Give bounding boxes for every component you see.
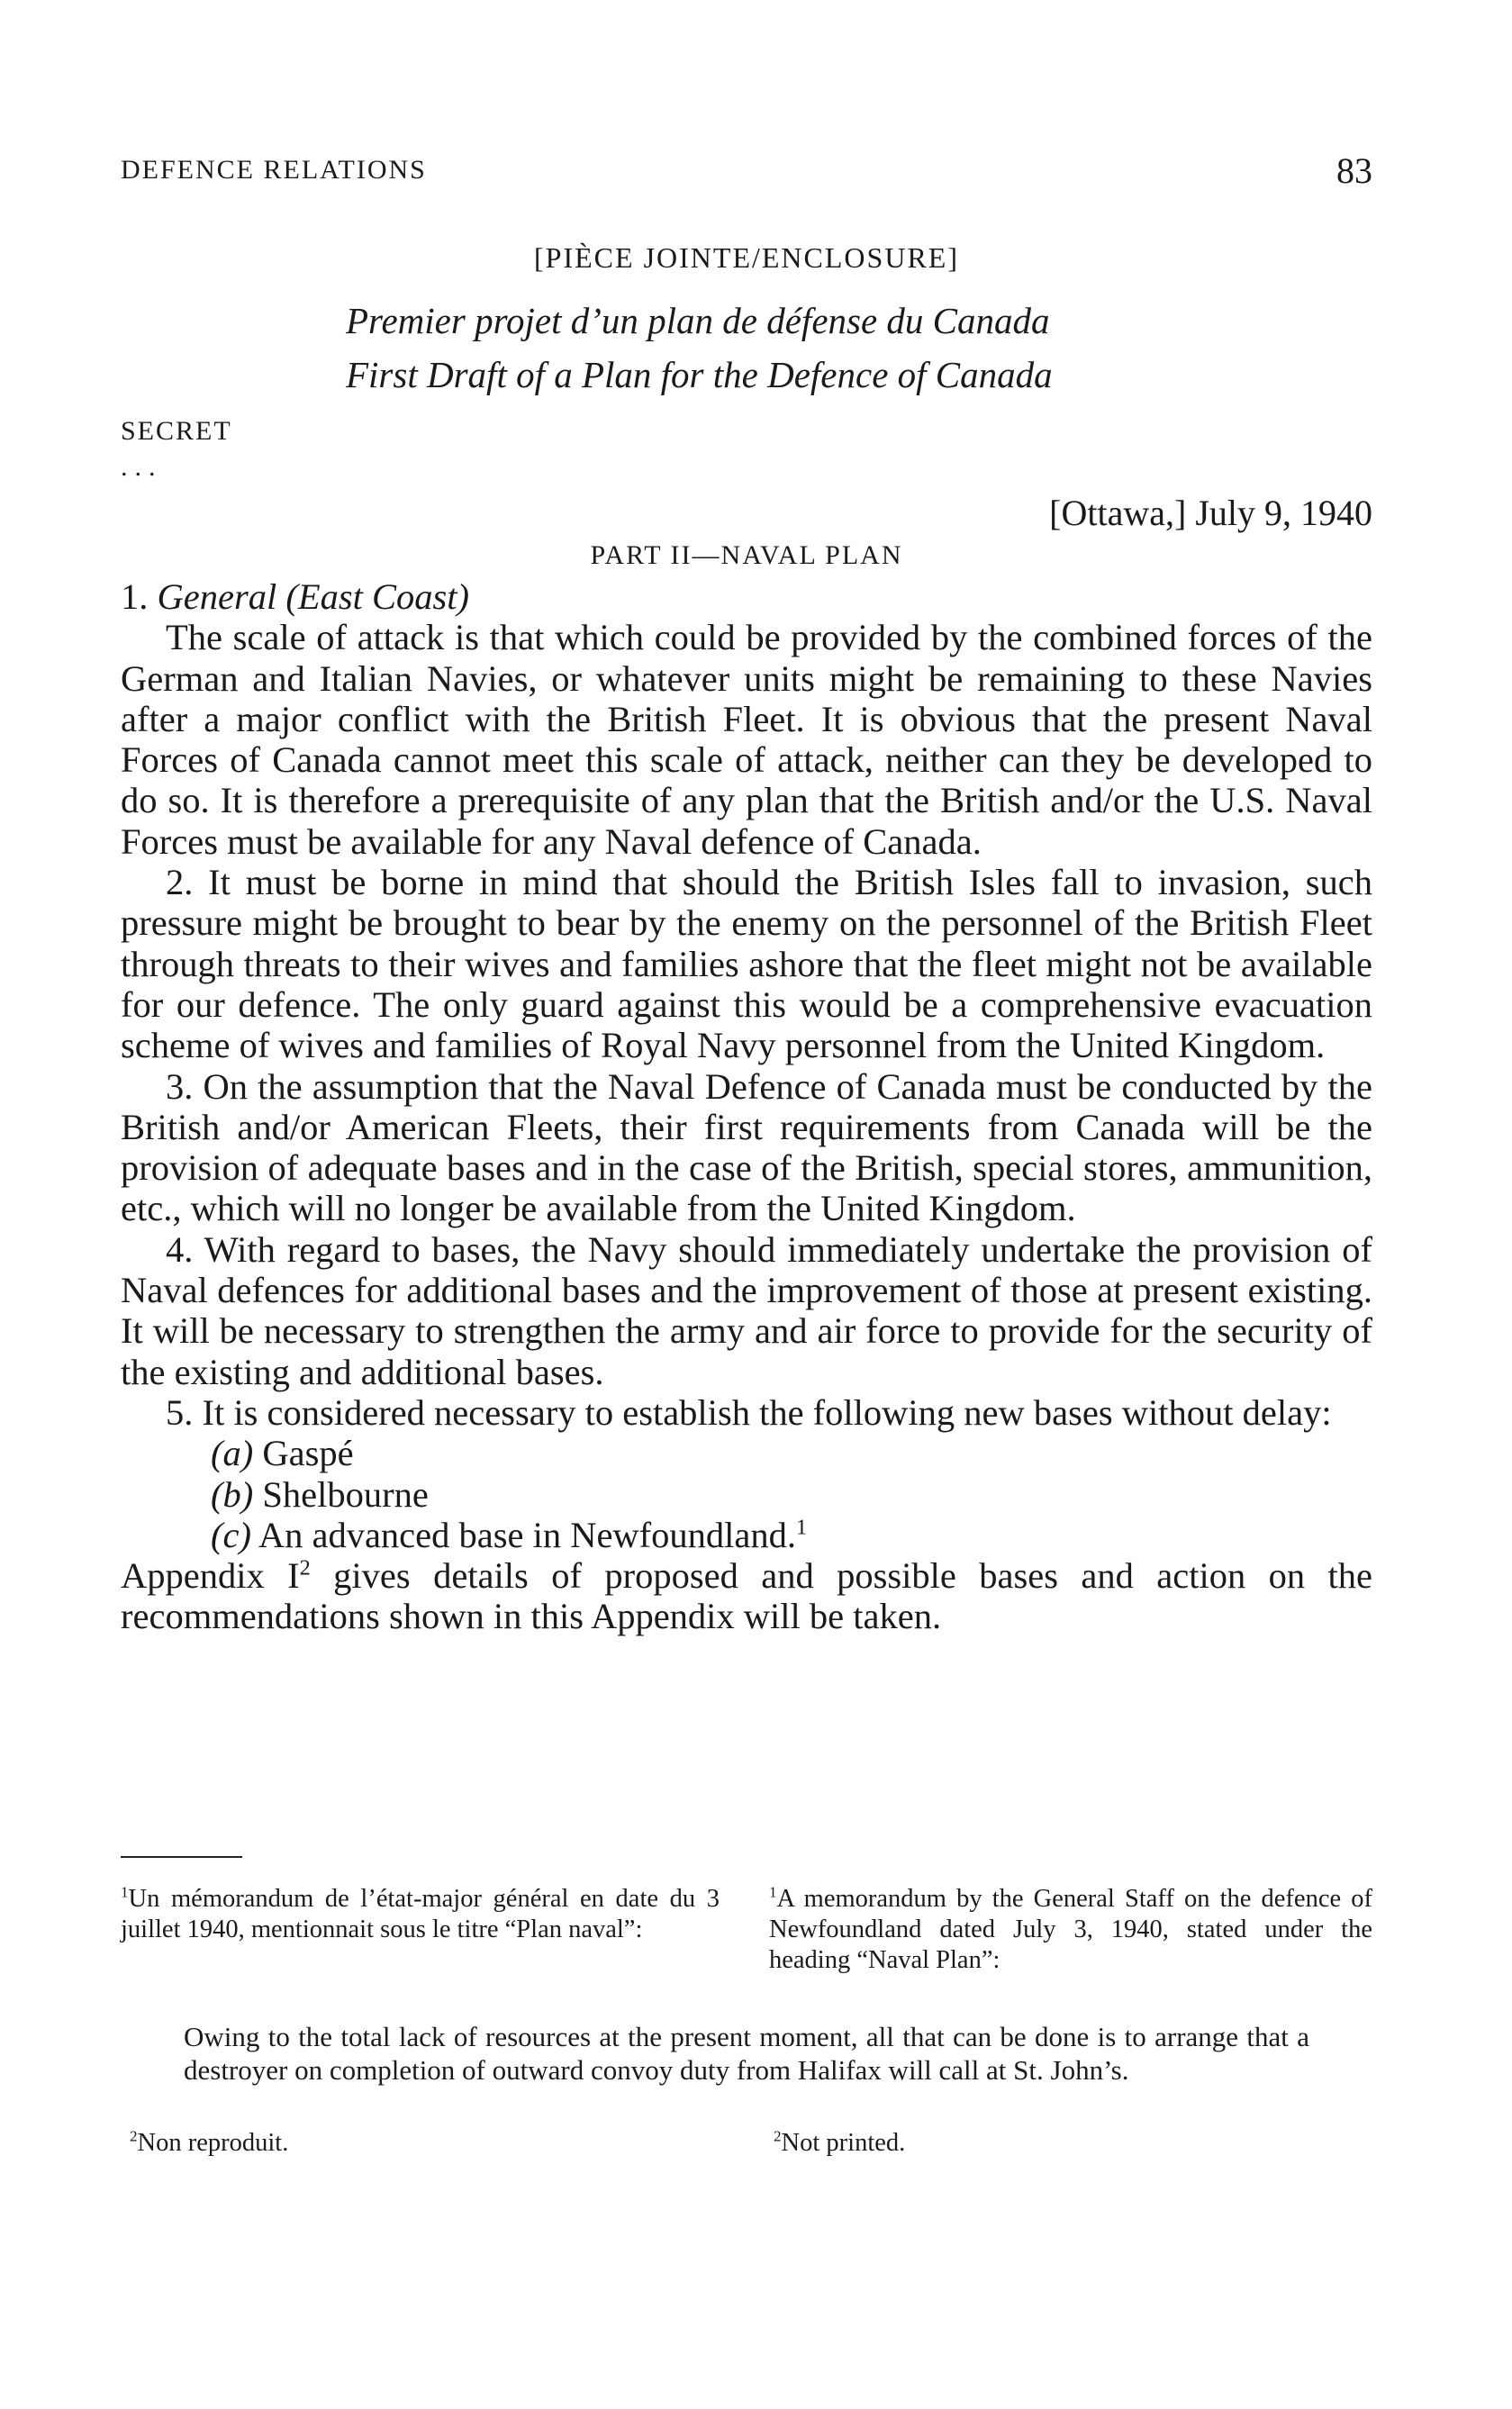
list-item-label: (b) xyxy=(211,1473,254,1515)
footnote-2-english xyxy=(774,2129,905,2158)
footnote-1-english xyxy=(769,1884,1372,1976)
paragraph-5: 5. It is considered necessary to establish the following new bases without delay: xyxy=(166,1391,1332,1433)
section-number: 1. xyxy=(121,576,149,617)
title-french: Premier projet d’un plan de défense du Canada xyxy=(346,300,1050,341)
document-page xyxy=(121,0,1372,2409)
list-item xyxy=(121,1433,1372,1473)
enclosure-label: [PIÈCE JOINTE/ENCLOSURE] xyxy=(534,241,959,274)
footnote-quote: Owing to the total lack of resources at the present moment, all that can be done is to arrange that a destroyer on completion of outward convoy duty from Halifax will call at St. John’s. xyxy=(184,2021,1309,2086)
section-heading xyxy=(121,576,1372,617)
dateline: [Ottawa,] July 9, 1940 xyxy=(1049,493,1372,533)
paragraph-4: 4. With regard to bases, the Navy should immediately undertake the provision of Naval defences for additional bases and the improvement of those at present existing. It will be necessary to strengthen the army and air force to provide for the security of the existing and additional bases. xyxy=(121,1228,1372,1392)
footnote-text: Not printed. xyxy=(781,2129,906,2157)
list-item xyxy=(121,1474,1372,1515)
footnote-2-french xyxy=(130,2129,288,2158)
part-heading: PART II—NAVAL PLAN xyxy=(590,540,903,570)
footnote-mark: 2 xyxy=(774,2127,782,2145)
classification-label: SECRET xyxy=(121,416,232,446)
paragraph-3: 3. On the assumption that the Naval Defence of Canada must be conducted by the British and/or American Fleets, their first requirements from Canada will be the provision of adequate bases and in the case of the British, special stores, ammunition, etc., which will no longer be available from the United Kingdom. xyxy=(121,1065,1372,1229)
list-item-text: Gaspé xyxy=(262,1433,354,1474)
appendix-text: gives details of proposed and possible bases and action on the recommendations shown in this Appendix will be taken. xyxy=(121,1555,1373,1637)
footnote-mark: 2 xyxy=(130,2127,138,2145)
footnote-text: Non reproduit. xyxy=(137,2129,289,2157)
footnote-1-french xyxy=(121,1884,720,1945)
footnote-divider xyxy=(121,1856,242,1858)
list-item-label: (a) xyxy=(211,1433,254,1474)
footnote-ref-2: 2 xyxy=(299,1555,311,1580)
body-text xyxy=(121,576,1372,1637)
list-item-label: (c) xyxy=(211,1514,251,1555)
section-title: General (East Coast) xyxy=(157,576,469,617)
list-item-text: Shelbourne xyxy=(262,1473,429,1515)
appendix-label: Appendix I xyxy=(121,1555,300,1597)
running-head: DEFENCE RELATIONS xyxy=(121,155,427,185)
paragraph-1: The scale of attack is that which could be provided by the combined forces of the German and Italian Navies, or whatever units might be remaining to these Navies after a major conflict with the British Fleet. It is obvious that the present Naval Forces of Canada cannot meet this scale of attack, neither can they be developed to do so. It is therefore a prerequisite of any plan that the British and/or the U.S. Naval Forces must be available for any Naval defence of Canada. xyxy=(121,617,1372,862)
appendix-paragraph xyxy=(121,1555,1372,1637)
footnote-mark: 1 xyxy=(121,1883,129,1901)
footnote-text: Un mémorandum de l’état-major général en date du 3 juillet 1940, mentionnait sous le titre “Plan naval”: xyxy=(121,1885,720,1943)
title-english: First Draft of a Plan for the Defence of Canada xyxy=(346,354,1053,395)
footnote-ref-1: 1 xyxy=(796,1515,808,1540)
paragraph-2: 2. It must be borne in mind that should the British Isles fall to invasion, such pressure might be brought to bear by the enemy on the personnel of the British Fleet through threats to their wives and families ashore that the fleet might not be available for our defence. The only guard against this would be a comprehensive evacuation scheme of wives and families of Royal Navy personnel from the United Kingdom. xyxy=(121,862,1372,1066)
page-number: 83 xyxy=(1336,150,1372,191)
list-item-text: An advanced base in Newfoundland. xyxy=(258,1514,797,1555)
list-item xyxy=(121,1515,1372,1555)
ellipsis: ... xyxy=(121,452,163,482)
footnote-text: A memorandum by the General Staff on the defence of Newfoundland dated July 3, 1940, stated under the heading “Naval Plan”: xyxy=(769,1885,1372,1974)
footnote-mark: 1 xyxy=(769,1883,777,1901)
